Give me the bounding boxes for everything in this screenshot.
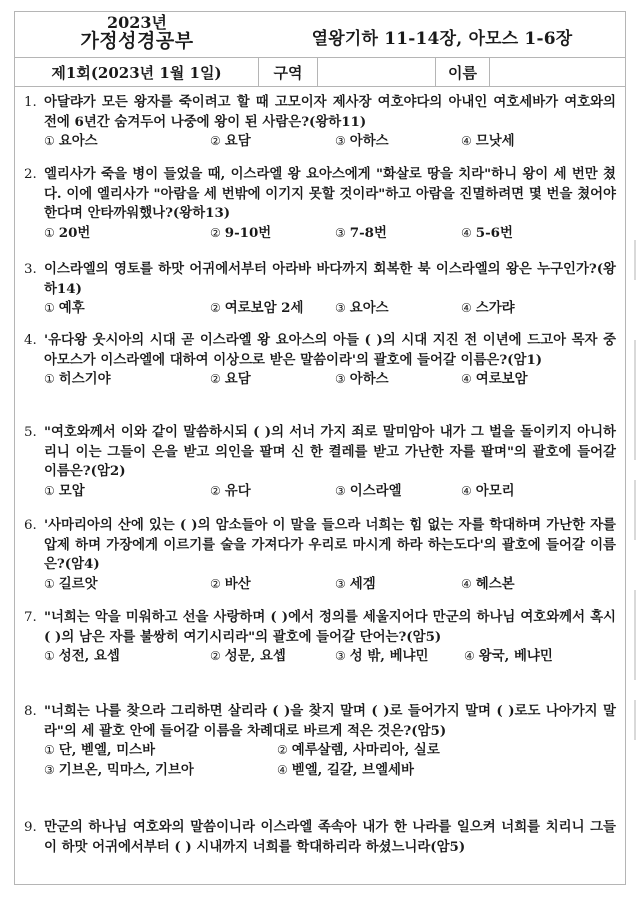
option-4[interactable]: ④ 벧엘, 길갈, 브엘세바 (277, 761, 414, 778)
option-4[interactable]: ④ 므낫세 (461, 133, 515, 150)
name-field[interactable] (490, 58, 625, 86)
title-year: 2023년 (107, 13, 167, 32)
question-number: 5. (24, 425, 37, 440)
name-label: 이름 (436, 58, 490, 86)
question-number: 6. (24, 518, 37, 533)
district-field[interactable] (318, 58, 436, 86)
question-5 (24, 423, 616, 501)
question-7 (24, 608, 616, 667)
question-text: 이스라엘의 영토를 하맛 어귀에서부터 아라바 바다까지 회복한 북 이스라엘의 왕은 누구인가?(왕하14) (44, 261, 616, 297)
option-1[interactable]: ① 길르앗 (44, 575, 98, 592)
option-3[interactable]: ③ 세겜 (335, 575, 376, 592)
option-2[interactable]: ② 요담 (210, 133, 251, 150)
option-4[interactable]: ④ 아모리 (461, 482, 515, 499)
question-2 (24, 165, 616, 243)
option-2[interactable]: ② 유다 (210, 482, 251, 499)
option-1[interactable]: ① 성전, 요셉 (44, 648, 120, 665)
question-4 (24, 331, 616, 390)
option-3[interactable]: ③ 기브온, 믹마스, 기브아 (44, 761, 194, 778)
question-6 (24, 516, 616, 594)
question-1 (24, 93, 616, 152)
question-text: 엘리사가 죽을 병이 들었을 때, 이스라엘 왕 요아스에게 "화살로 땅을 치라"하니 왕이 세 번만 쳤다. 이에 엘리사가 "아람을 세 번밖에 이기지 못할 것이라"하고 아람을 진멸하려면 몇 번을 쳤어야 한다며 안타까워했나?(왕하13) (44, 166, 616, 222)
option-3[interactable]: ③ 성 밖, 베냐민 (335, 648, 429, 665)
question-text: 아달랴가 모든 왕자를 죽이려고 할 때 고모이자 제사장 여호야다의 아내인 여호세바가 여호와의 전에 6년간 숨겨두어 나중에 왕이 된 사람은?(왕하11) (44, 94, 616, 130)
option-4[interactable]: ④ 여로보암 (461, 371, 528, 388)
answer-options (44, 647, 616, 667)
answer-options (44, 575, 616, 595)
option-4[interactable]: ④ 헤스본 (461, 575, 515, 592)
question-8 (24, 702, 616, 780)
option-2[interactable]: ② 성문, 요셉 (210, 648, 286, 665)
option-1[interactable]: ① 요아스 (44, 133, 98, 150)
question-number: 9. (24, 820, 37, 835)
worksheet (14, 11, 626, 885)
adjacent-page-edge (632, 0, 640, 899)
header-title-row (15, 12, 625, 58)
option-3[interactable]: ③ 7-8번 (335, 224, 387, 241)
answer-options-row-2 (44, 761, 616, 781)
option-4[interactable]: ④ 스가랴 (461, 300, 515, 317)
option-2[interactable]: ② 여로보암 2세 (210, 300, 304, 317)
answer-options-row-1 (44, 741, 616, 761)
answer-options (44, 224, 616, 244)
option-2[interactable]: ② 예루살렘, 사마리아, 실로 (277, 742, 440, 759)
option-1[interactable]: ① 단, 벧엘, 미스바 (44, 742, 156, 759)
option-4[interactable]: ④ 왕국, 베냐민 (464, 648, 553, 665)
session-date: 제1회(2023년 1월 1일) (15, 58, 259, 86)
question-text: '사마리아의 산에 있는 ( )의 암소들아 이 말을 들으라 너희는 힘 없는 자를 학대하며 가난한 자를 압제 하며 가장에게 이르기를 술을 가져다가 우리로 마시게 하라 하는도다'의 괄호에 들어갈 이름은?(암4) (44, 517, 616, 573)
question-number: 3. (24, 262, 37, 277)
option-3[interactable]: ③ 요아스 (335, 300, 389, 317)
question-number: 1. (24, 95, 37, 110)
question-number: 4. (24, 333, 37, 348)
question-text: '유다왕 웃시아의 시대 곧 이스라엘 왕 요아스의 아들 ( )의 시대 지진 전 이년에 드고아 목자 중 아모스가 이스라엘에 대하여 이상으로 받은 말씀이라'의 괄호에 들어갈 이름은?(암1) (44, 332, 616, 368)
option-4[interactable]: ④ 5-6번 (461, 224, 513, 241)
option-3[interactable]: ③ 이스라엘 (335, 482, 402, 499)
question-text: "너희는 악을 미워하고 선을 사랑하며 ( )에서 정의를 세울지어다 만군의 하나님 여호와께서 혹시 ( )의 남은 자를 불쌍히 여기시리라"의 괄호에 들어갈 단어는?(암5) (44, 609, 616, 645)
option-3[interactable]: ③ 아하스 (335, 133, 389, 150)
question-number: 8. (24, 704, 37, 719)
question-text: "여호와께서 이와 같이 말씀하시되 ( )의 서너 가지 죄로 말미암아 내가 그 벌을 돌이키지 아니하리니 이는 그들이 은을 받고 의인을 팔며 신 한 켤레를 받고 가난한 자를 팔며"의 괄호에 들어갈 이름은?(암2) (44, 424, 616, 480)
header-info-row (15, 58, 625, 87)
question-3 (24, 260, 616, 319)
question-9 (24, 818, 616, 857)
question-number: 2. (24, 167, 37, 182)
question-number: 7. (24, 610, 37, 625)
option-1[interactable]: ① 20번 (44, 224, 91, 241)
question-text: "너희는 나를 찾으라 그리하면 살리라 ( )을 찾지 말며 ( )로 들어가지 말며 ( )로도 나아가지 말라"의 세 괄호 안에 들어갈 이름을 차례대로 바르게 적은 것은?(암5) (44, 703, 616, 739)
worksheet-title (15, 14, 259, 50)
answer-options (44, 370, 616, 390)
option-3[interactable]: ③ 아하스 (335, 371, 389, 388)
option-2[interactable]: ② 바산 (210, 575, 251, 592)
option-1[interactable]: ① 예후 (44, 300, 85, 317)
option-1[interactable]: ① 히스기야 (44, 371, 111, 388)
answer-options (44, 132, 616, 152)
question-text: 만군의 하나님 여호와의 말씀이니라 이스라엘 족속아 내가 한 나라를 일으켜 너희를 치리니 그들이 하맛 어귀에서부터 ( ) 시내까지 너희를 학대하리라 하셨느니라(암5) (44, 819, 616, 855)
title-main: 가정성경공부 (80, 30, 194, 52)
scripture-range: 열왕기하 11-14장, 아모스 1-6장 (311, 29, 573, 49)
option-2[interactable]: ② 요담 (210, 371, 251, 388)
answer-options (44, 299, 616, 319)
answer-options (44, 482, 616, 502)
district-label: 구역 (259, 58, 318, 86)
option-2[interactable]: ② 9-10번 (210, 224, 272, 241)
option-1[interactable]: ① 모압 (44, 482, 85, 499)
